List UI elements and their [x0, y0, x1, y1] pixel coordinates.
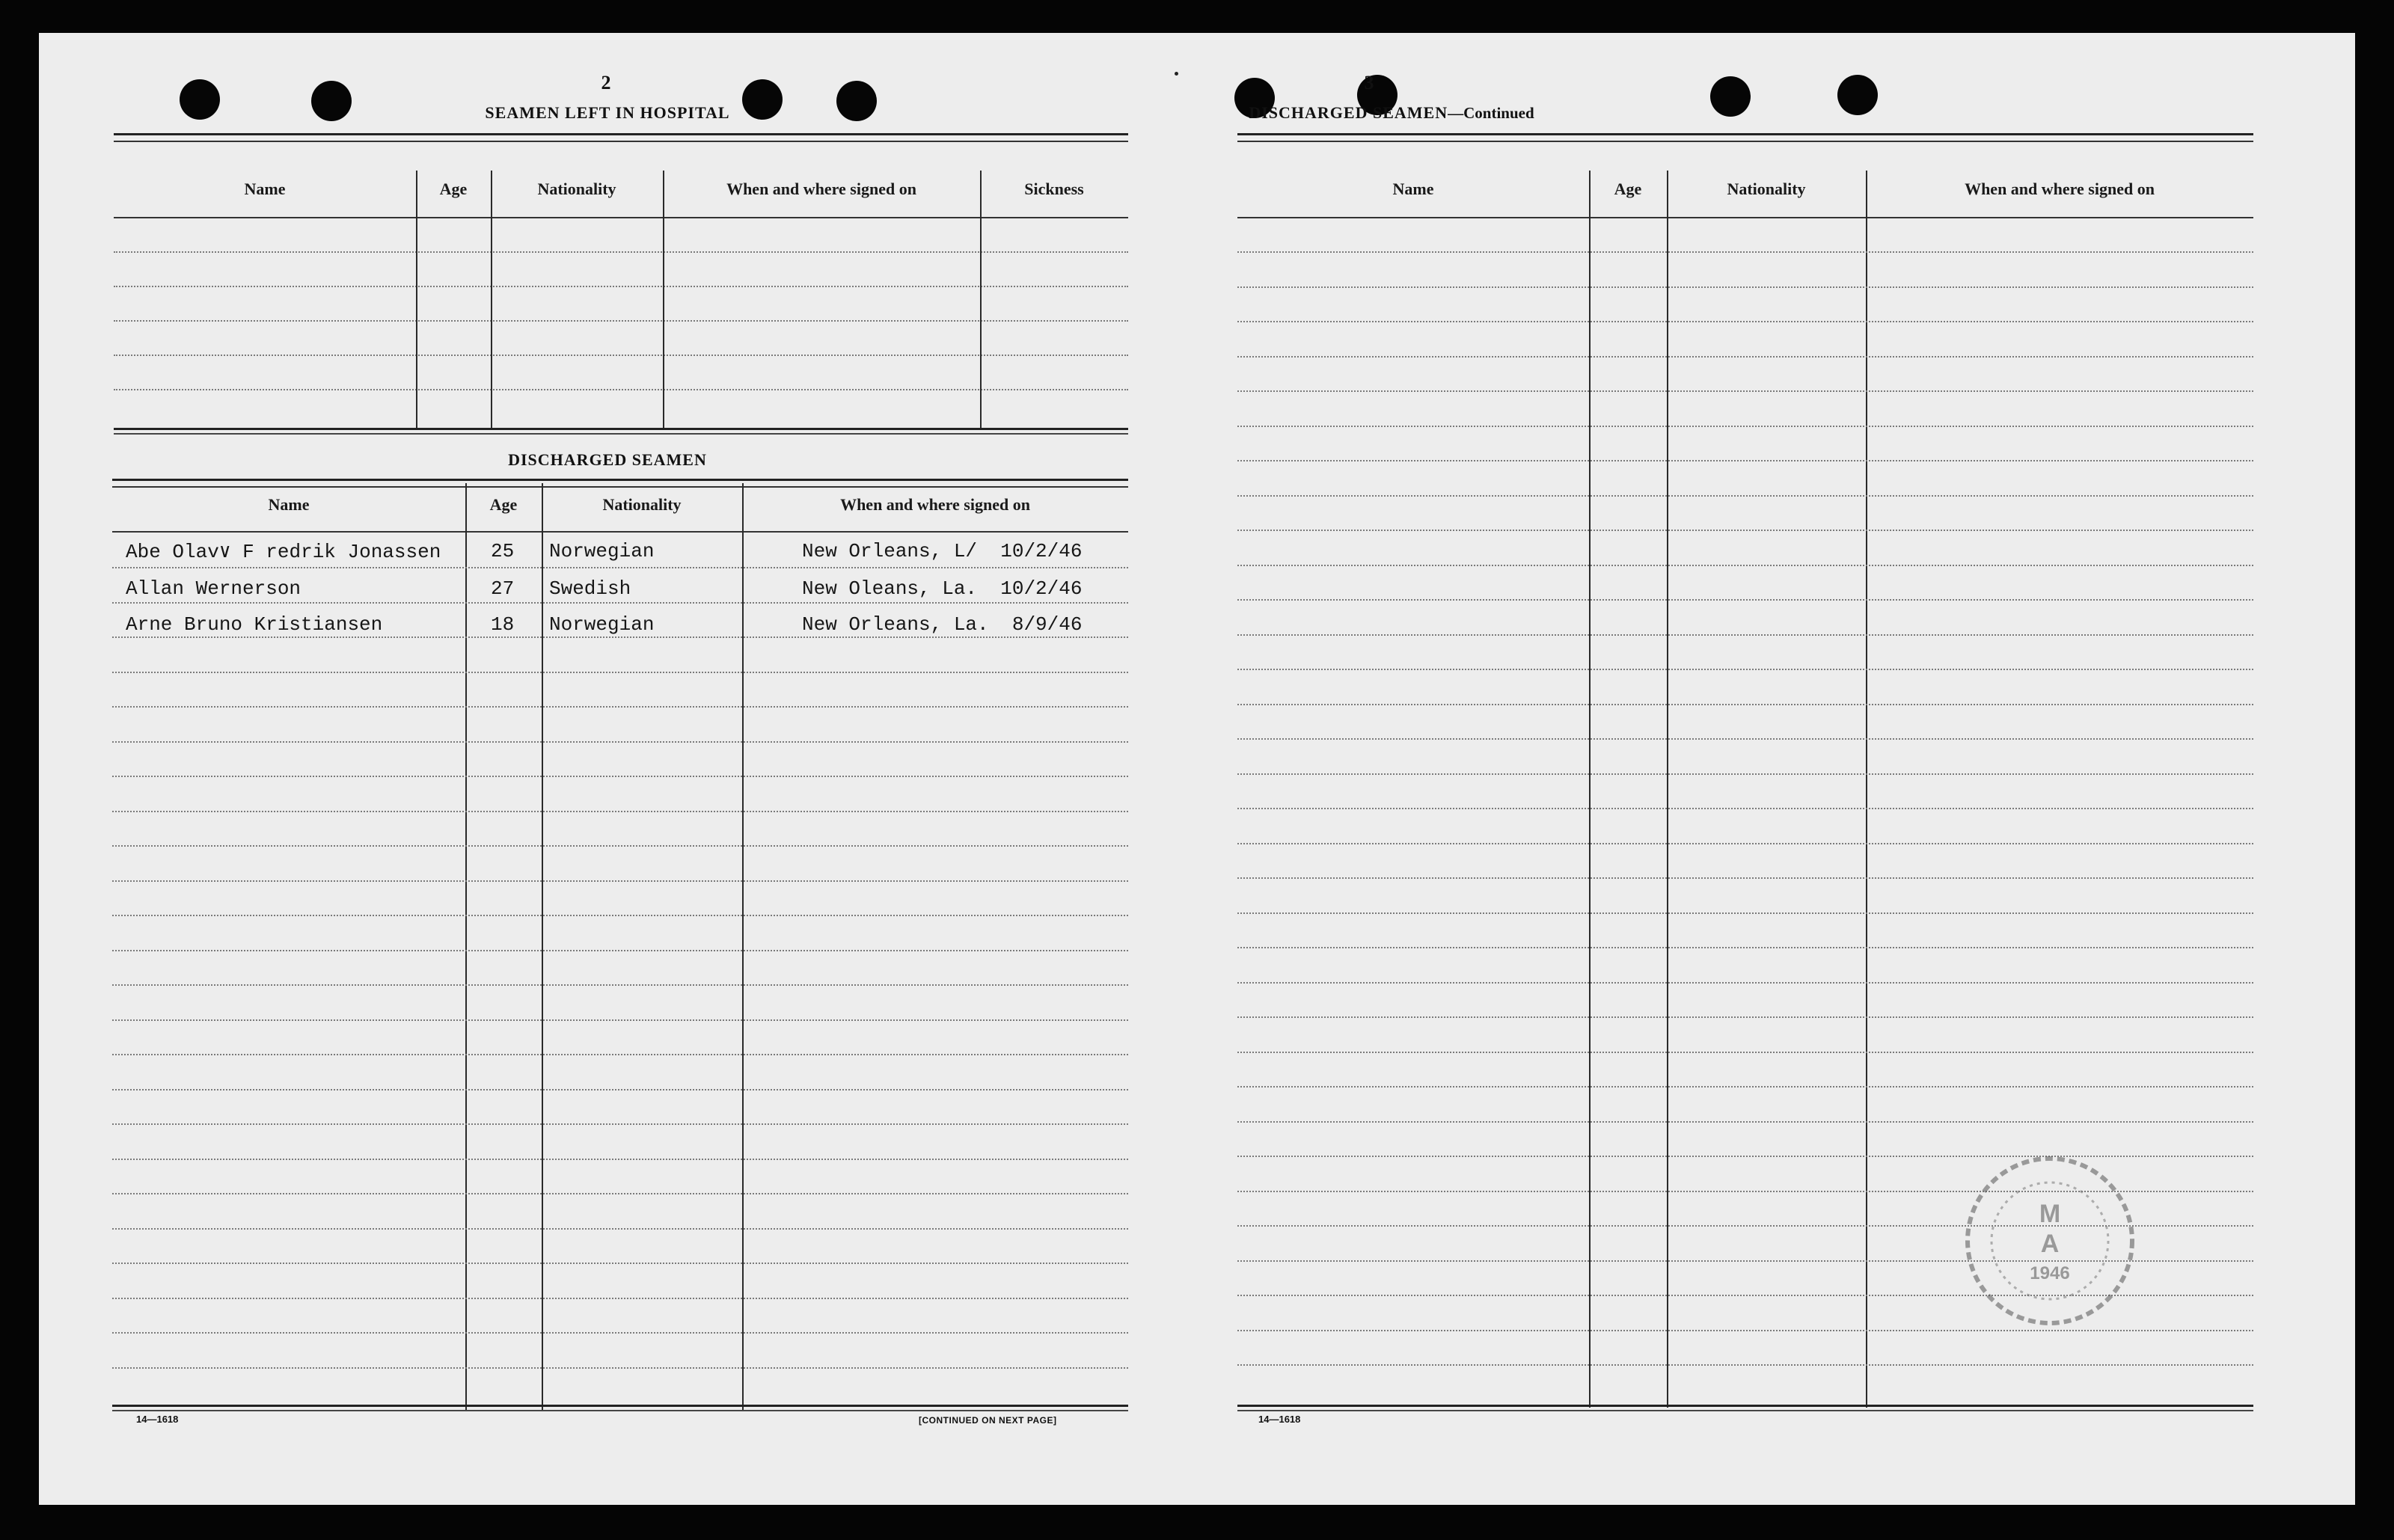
table-bottom-rule: [114, 428, 1128, 435]
row-rule: [112, 1263, 1128, 1264]
col-header-age: Age: [489, 495, 518, 514]
row-rule: [1237, 808, 2253, 809]
table-cell-name: Abe Olav∨ F redrik Jonassen: [126, 541, 441, 563]
row-rule: [1237, 912, 2253, 914]
col-header-nationality: Nationality: [1727, 180, 1806, 198]
table-bottom-rule: [112, 1405, 1128, 1411]
section-title-suffix: —Continued: [1448, 104, 1534, 122]
col-header-age: Age: [1614, 180, 1642, 198]
row-rule: [1237, 286, 2253, 288]
row-rule: [114, 286, 1128, 287]
col-header-age: Age: [439, 180, 468, 198]
section-title: [1219, 103, 1564, 123]
row-rule: [112, 915, 1128, 916]
row-rule: [1237, 495, 2253, 497]
table-top-rule: [1237, 133, 2253, 142]
row-rule: [1237, 1121, 2253, 1123]
row-rule: [112, 1089, 1128, 1090]
row-rule: [112, 1054, 1128, 1055]
row-rule: [114, 320, 1128, 322]
stamp-text: A: [2040, 1230, 2060, 1258]
hospital-table: [114, 133, 1128, 432]
section-title-main: DISCHARGED SEAMEN: [1249, 103, 1448, 122]
discharged-table: [112, 479, 1128, 1412]
table-cell-age: 27: [491, 577, 515, 600]
row-rule: [112, 567, 1128, 568]
header-rule: [1237, 217, 2253, 218]
table-cell-signed-on: New Orleans, L/ 10/2/46: [802, 540, 1083, 562]
row-rule: [112, 1159, 1128, 1160]
table-top-rule: [114, 133, 1128, 142]
row-rule: [1237, 947, 2253, 948]
col-divider: [491, 171, 492, 428]
row-rule: [1237, 669, 2253, 670]
col-header-name: Name: [244, 180, 286, 198]
col-header-signed-on: When and where signed on: [726, 180, 916, 198]
stamp-text: M: [2039, 1200, 2061, 1228]
row-rule: [1237, 426, 2253, 427]
table-bottom-rule: [1237, 1405, 2253, 1411]
col-divider: [542, 483, 543, 1411]
speck: [1175, 72, 1178, 76]
row-rule: [1237, 1052, 2253, 1053]
header-rule: [114, 217, 1128, 218]
hospital-section-title: SEAMEN LEFT IN HOSPITAL: [485, 103, 730, 122]
row-rule: [1237, 982, 2253, 984]
paper-sheet: [39, 33, 2355, 1505]
row-rule: [112, 1228, 1128, 1230]
table-cell-nationality: Norwegian: [549, 540, 655, 562]
row-rule: [1237, 565, 2253, 566]
punch-hole: [1837, 75, 1878, 115]
row-rule: [112, 950, 1128, 951]
col-header-nationality: Nationality: [537, 180, 616, 198]
row-rule: [1237, 356, 2253, 358]
row-rule: [1237, 599, 2253, 601]
col-header-name: Name: [268, 495, 310, 514]
row-rule: [1237, 321, 2253, 322]
row-rule: [114, 251, 1128, 253]
table-top-rule: [112, 479, 1128, 488]
punch-hole: [1710, 76, 1751, 117]
row-rule: [114, 355, 1128, 356]
punch-hole: [836, 81, 877, 121]
row-rule: [112, 1193, 1128, 1194]
row-rule: [1237, 460, 2253, 461]
row-rule: [1237, 530, 2253, 531]
row-rule: [112, 880, 1128, 882]
row-rule: [1237, 738, 2253, 740]
col-divider: [980, 171, 982, 428]
col-header-signed-on: When and where signed on: [840, 495, 1030, 514]
row-rule: [1237, 634, 2253, 636]
col-divider: [663, 171, 664, 428]
stamp-text: 1946: [2030, 1263, 2070, 1283]
row-rule: [112, 776, 1128, 777]
form-code: 14—1618: [1258, 1414, 1301, 1425]
postmark-stamp: [1945, 1147, 2155, 1334]
row-rule: [112, 1332, 1128, 1334]
page-number: 2: [601, 72, 611, 93]
col-header-signed-on: When and where signed on: [1965, 180, 2155, 198]
col-divider: [465, 483, 467, 1411]
row-rule: [1237, 877, 2253, 879]
row-rule: [1237, 1016, 2253, 1018]
table-cell-nationality: Norwegian: [549, 613, 655, 636]
row-rule: [112, 672, 1128, 673]
row-rule: [112, 1298, 1128, 1299]
row-rule: [1237, 704, 2253, 705]
punch-hole: [180, 79, 220, 120]
col-header-nationality: Nationality: [602, 495, 682, 514]
row-rule: [1237, 773, 2253, 775]
row-rule: [114, 389, 1128, 390]
left-page: [39, 33, 1197, 1505]
table-cell-signed-on: New Orleans, La. 8/9/46: [802, 613, 1083, 636]
row-rule: [112, 984, 1128, 986]
row-rule: [1237, 843, 2253, 844]
table-cell-name: Arne Bruno Kristiansen: [126, 613, 383, 636]
row-rule: [1237, 1364, 2253, 1366]
row-rule: [1237, 251, 2253, 253]
col-header-name: Name: [1392, 180, 1434, 198]
row-rule: [112, 1367, 1128, 1369]
row-rule: [112, 811, 1128, 812]
header-rule: [112, 531, 1128, 533]
form-code: 14—1618: [136, 1414, 179, 1425]
row-rule: [112, 1019, 1128, 1021]
col-divider: [416, 171, 417, 428]
row-rule: [1237, 390, 2253, 392]
row-rule: [112, 706, 1128, 708]
table-cell-age: 25: [491, 540, 515, 562]
row-rule: [112, 602, 1128, 604]
table-cell-signed-on: New Oleans, La. 10/2/46: [802, 577, 1083, 600]
row-rule: [112, 741, 1128, 743]
discharged-section-title: DISCHARGED SEAMEN: [508, 450, 707, 469]
row-rule: [1237, 1086, 2253, 1087]
continued-note: [CONTINUED ON NEXT PAGE]: [919, 1415, 1057, 1426]
right-page: [1197, 33, 2355, 1505]
table-cell-name: Allan Wernerson: [126, 577, 301, 600]
col-header-sickness: Sickness: [1024, 180, 1084, 198]
row-rule: [112, 845, 1128, 847]
col-divider: [742, 483, 744, 1411]
table-cell-age: 18: [491, 613, 515, 636]
row-rule: [112, 636, 1128, 638]
table-cell-nationality: Swedish: [549, 577, 631, 600]
page-number: 3: [1364, 72, 1374, 93]
row-rule: [112, 1123, 1128, 1125]
punch-hole: [311, 81, 352, 121]
